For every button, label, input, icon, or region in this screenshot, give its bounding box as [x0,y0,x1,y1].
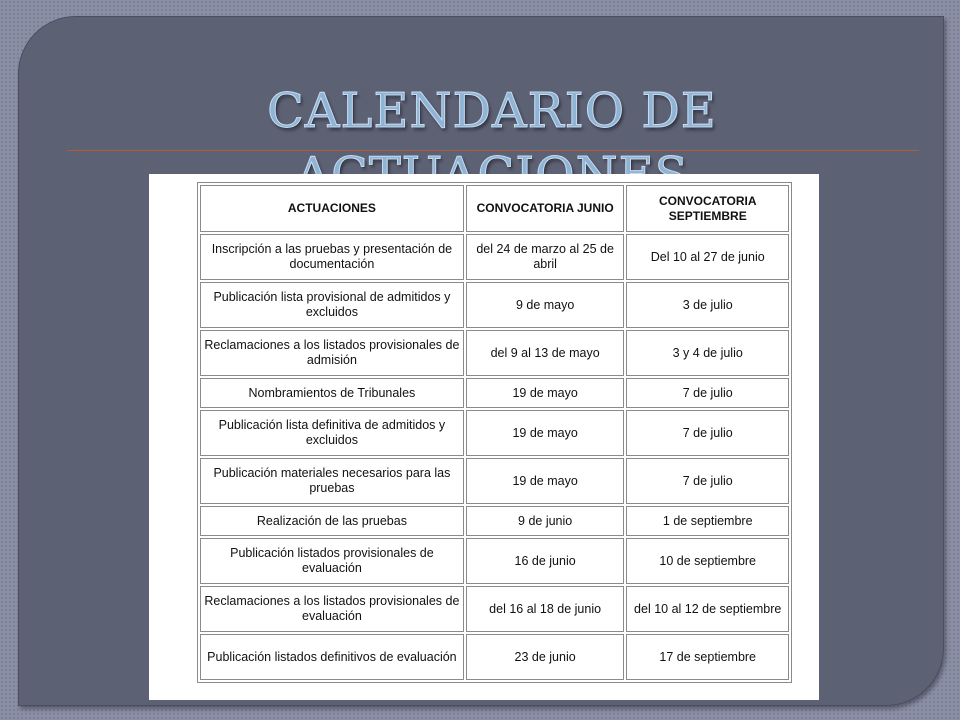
cell-actuacion: Publicación listados definitivos de evaluación [200,634,464,680]
cell-septiembre: 1 de septiembre [626,506,789,536]
cell-junio: 19 de mayo [466,378,625,408]
cell-junio: del 9 al 13 de mayo [466,330,625,376]
table-row [200,506,789,536]
cell-septiembre: Del 10 al 27 de junio [626,234,789,280]
cell-septiembre: 3 y 4 de julio [626,330,789,376]
cell-junio: del 16 al 18 de junio [466,586,625,632]
table-row [200,458,789,504]
cell-junio: 9 de mayo [466,282,625,328]
cell-junio: 19 de mayo [466,458,625,504]
cell-actuacion: Realización de las pruebas [200,506,464,536]
cell-septiembre: 3 de julio [626,282,789,328]
cell-septiembre: 7 de julio [626,410,789,456]
table-header-row [200,185,789,232]
cell-actuacion: Nombramientos de Tribunales [200,378,464,408]
header-convocatoria-junio: CONVOCATORIA JUNIO [466,185,625,232]
cell-actuacion: Publicación listados provisionales de evaluación [200,538,464,584]
table-row [200,282,789,328]
table-row [200,378,789,408]
header-convocatoria-septiembre: CONVOCATORIA SEPTIEMBRE [626,185,789,232]
cell-actuacion: Inscripción a las pruebas y presentación de documentación [200,234,464,280]
header-actuaciones: ACTUACIONES [200,185,464,232]
title-divider [67,150,919,151]
cell-junio: 16 de junio [466,538,625,584]
table-row [200,634,789,680]
cell-septiembre: 7 de julio [626,378,789,408]
table-row [200,330,789,376]
cell-junio: 23 de junio [466,634,625,680]
cell-junio: 19 de mayo [466,410,625,456]
cell-septiembre: 17 de septiembre [626,634,789,680]
cell-septiembre: 7 de julio [626,458,789,504]
cell-actuacion: Reclamaciones a los listados provisionales de admisión [200,330,464,376]
table-row [200,234,789,280]
cell-actuacion: Publicación materiales necesarios para las pruebas [200,458,464,504]
table-row [200,586,789,632]
calendar-table [197,182,792,683]
cell-actuacion: Reclamaciones a los listados provisionales de evaluación [200,586,464,632]
slide-title: CALENDARIO DE [267,83,717,139]
cell-actuacion: Publicación lista definitiva de admitidos y excluidos [200,410,464,456]
cell-junio: 9 de junio [466,506,625,536]
calendar-image-panel [149,174,819,700]
cell-junio: del 24 de marzo al 25 de abril [466,234,625,280]
slide [18,16,944,706]
cell-actuacion: Publicación lista provisional de admitidos y excluidos [200,282,464,328]
table-row [200,410,789,456]
table-row [200,538,789,584]
cell-septiembre: del 10 al 12 de septiembre [626,586,789,632]
cell-septiembre: 10 de septiembre [626,538,789,584]
